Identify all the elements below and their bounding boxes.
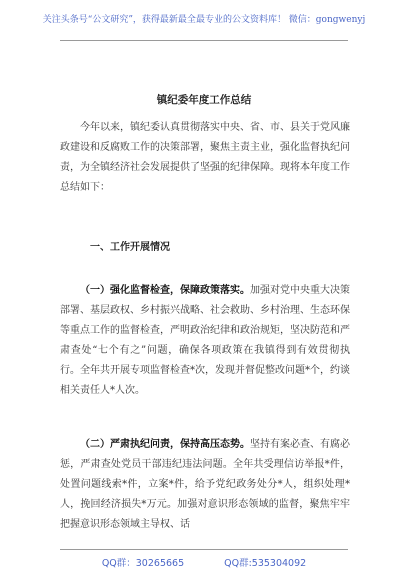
paragraph-body: 加强对党中央重大决策部署、基层政权、乡村振兴战略、社会救助、乡村治理、生态环保等重点工作的监督检查，严明政治纪律和政治规矩，坚决防范和严肃查处“七个有之”问题，确保各项政策在我镇得到有效贯彻执行。全年共开展专项监督检查*次，发现并督促整改问题*个，约谈相关责任人*人次。 — [60, 285, 350, 396]
footer — [0, 555, 408, 569]
intro-paragraph — [60, 118, 350, 198]
footer-qq-group-1: QQ群：30265665 — [101, 558, 185, 569]
header-notice: 关注头条号“公文研究”，获得最新最全最专业的公文资料库！ 微信：gongwenyj — [42, 15, 366, 25]
intro-text: 今年以来，镇纪委认真贯彻落实中央、省、市、县关于党风廉政建设和反腐败工作的决策部署，聚焦主责主业，强化监督执纪问责，为全镇经济社会发展提供了坚强的纪律保障。现将本年度工作总结如下： — [60, 122, 350, 193]
paragraph-lead: （二）严肃执纪问责，保持高压态势。 — [80, 439, 250, 450]
footer-qq-group-2: QQ群:535304092 — [224, 558, 307, 569]
document-title: 镇纪委年度工作总结 — [156, 94, 252, 106]
header-divider — [60, 40, 348, 41]
paragraph-lead: （一）强化监督检查，保障政策落实。 — [80, 285, 250, 296]
paragraph-discipline — [60, 435, 350, 535]
section-heading: 一、工作开展情况 — [90, 242, 170, 253]
paragraph-body: 坚持有案必查、有腐必惩，严肃查处党员干部违纪违法问题。全年共受理信访举报*件，处置问题线索*件，立案*件，给予党纪政务处分*人，组织处理*人，挽回经济损失*万元。加强对意识形态领域的监督，聚焦牢牢把握意识形态领域主导权、话 — [60, 439, 350, 530]
footer-divider — [60, 549, 348, 550]
paragraph-supervision — [60, 281, 350, 401]
